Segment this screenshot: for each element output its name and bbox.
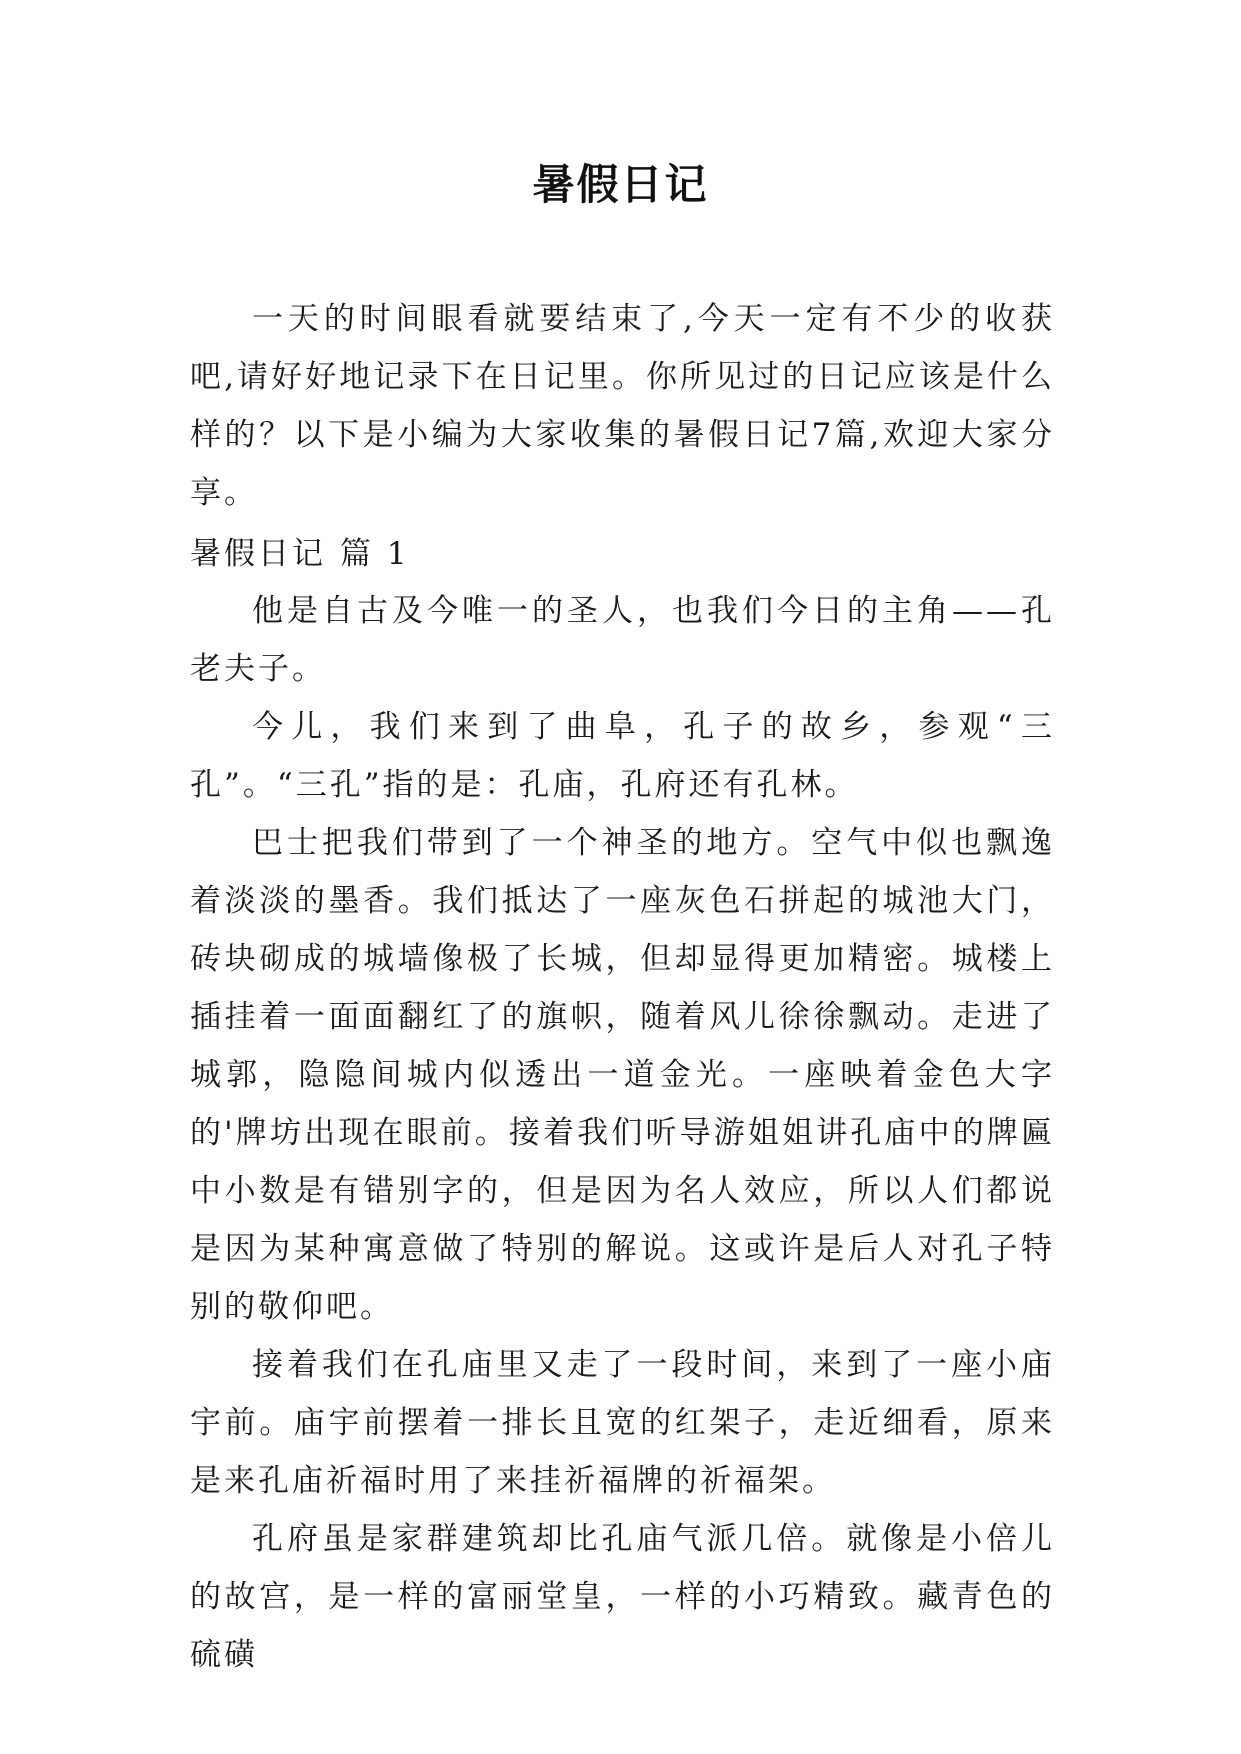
intro-text: 一天的时间眼看就要结束了,今天一定有不少的收获吧,请好好地记录下在日记里。你所见过的日记应该是什么样的？以下是小编为大家收集的暑假日记7篇,欢迎大家分享。 bbox=[190, 301, 1055, 511]
section-heading bbox=[190, 525, 410, 583]
paragraph: 他是自古及今唯一的圣人，也我们今日的主角——孔老夫子。 bbox=[190, 593, 1055, 687]
section-title: 暑假日记 bbox=[190, 536, 326, 572]
page-title: 暑假日记 bbox=[532, 160, 709, 209]
section-number: 篇 1 bbox=[340, 536, 410, 572]
paragraph: 接着我们在孔庙里又走了一段时间，来到了一座小庙宇前。庙宇前摆着一排长且宽的红架子，走近细看，原来是来孔庙祈福时用了来挂祈福牌的祈福架。 bbox=[190, 1347, 1055, 1499]
paragraph: 巴士把我们带到了一个神圣的地方。空气中似也飘逸着淡淡的墨香。我们抵达了一座灰色石拼起的城池大门，砖块砌成的城墙像极了长城，但却显得更加精密。城楼上插挂着一面面翻红了的旗帜，随着风儿徐徐飘动。走进了城郭，隐隐间城内似透出一道金光。一座映着金色大字的'牌坊出现在眼前。接着我们听导游姐姐讲孔庙中的牌匾中小数是有错别字的，但是因为名人效应，所以人们都说是因为某种寓意做了特别的解说。这或许是后人对孔子特别的敬仰吧。 bbox=[190, 825, 1055, 1325]
paragraph: 孔府虽是家群建筑却比孔庙气派几倍。就像是小倍儿的故宫，是一样的富丽堂皇，一样的小巧精致。藏青色的硫磺 bbox=[190, 1521, 1055, 1673]
paragraph: 今儿，我们来到了曲阜，孔子的故乡，参观“三孔”。“三孔”指的是：孔庙，孔府还有孔林。 bbox=[190, 709, 1055, 803]
article-body bbox=[190, 582, 1055, 1684]
intro-paragraph bbox=[190, 290, 1055, 522]
